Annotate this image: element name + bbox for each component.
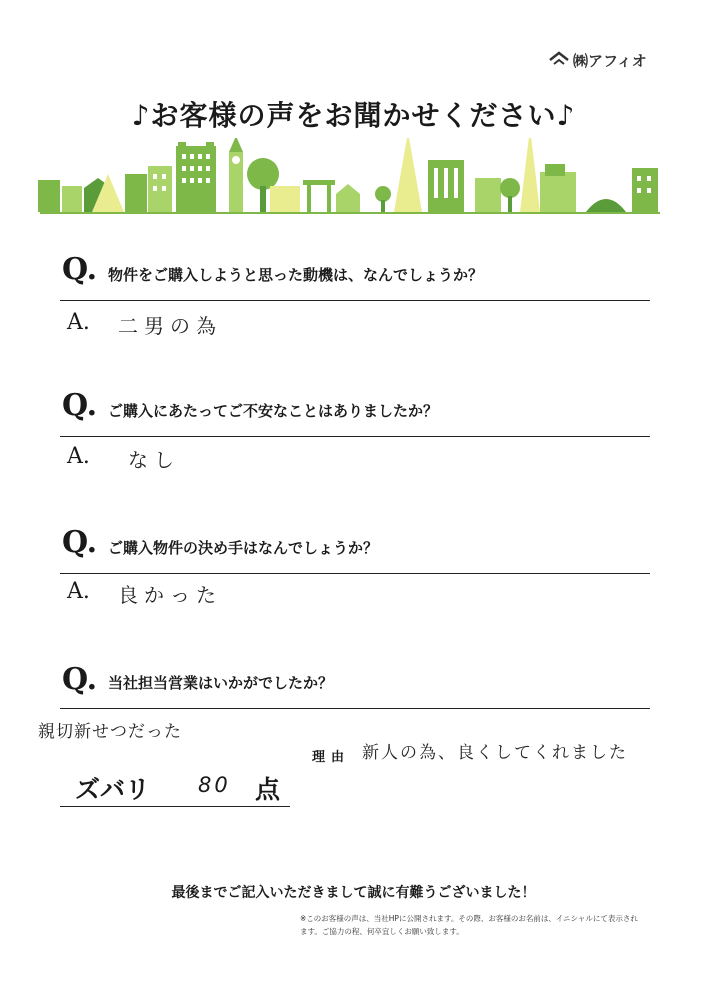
question-mark: Q. bbox=[62, 252, 98, 287]
score-value: 80 bbox=[198, 773, 231, 797]
answer-text: 二男の為 bbox=[118, 314, 222, 338]
question-rule bbox=[60, 708, 650, 709]
question-text: ご購入にあたってご不安なことはありましたか？ bbox=[108, 402, 439, 420]
reason-text: 新人の為、良くしてくれました bbox=[362, 743, 628, 763]
score-label: ズバリ bbox=[75, 775, 151, 804]
reason-label: 理由 bbox=[312, 750, 351, 765]
question-text: ご購入物件の決め手はなんでしょうか？ bbox=[108, 539, 379, 557]
privacy-note: ※このお客様の声は、当社HPに公開されます。その際、お客様のお名前は、イニシャルにて表示されます。ご協力の程、何卒宜しくお願い致します。 bbox=[300, 914, 638, 936]
closing-message: 最後までご記入いただきまして誠に有難うございました！ bbox=[171, 885, 536, 901]
page-title: ♪お客様の声をお聞かせください♪ bbox=[131, 99, 576, 132]
answer-text: 良かった bbox=[118, 583, 222, 607]
question-text: 当社担当営業はいかがでしたか？ bbox=[108, 674, 334, 692]
handwritten-answer: 親切新せつだった bbox=[38, 722, 182, 742]
question-rule bbox=[60, 300, 650, 301]
question-mark: Q. bbox=[62, 525, 98, 560]
answer-mark: A. bbox=[67, 444, 90, 469]
skyline-buildings bbox=[38, 138, 660, 214]
question-rule bbox=[60, 573, 650, 574]
brand-name: ㈱アフィオ bbox=[573, 52, 647, 70]
question-text: 物件をご購入しようと思った動機は、なんでしょうか？ bbox=[108, 266, 484, 284]
answer-mark: A. bbox=[67, 579, 90, 604]
question-rule bbox=[60, 436, 650, 437]
score-underline bbox=[60, 806, 290, 807]
score-unit: 点 bbox=[255, 775, 281, 804]
city-skyline-illustration bbox=[0, 138, 707, 218]
brand-logo bbox=[549, 50, 647, 71]
question-mark: Q. bbox=[62, 388, 98, 423]
answer-mark: A. bbox=[67, 310, 90, 335]
question-mark: Q. bbox=[62, 662, 98, 697]
answer-text: なし bbox=[128, 448, 180, 472]
house-roof-icon bbox=[549, 51, 569, 71]
